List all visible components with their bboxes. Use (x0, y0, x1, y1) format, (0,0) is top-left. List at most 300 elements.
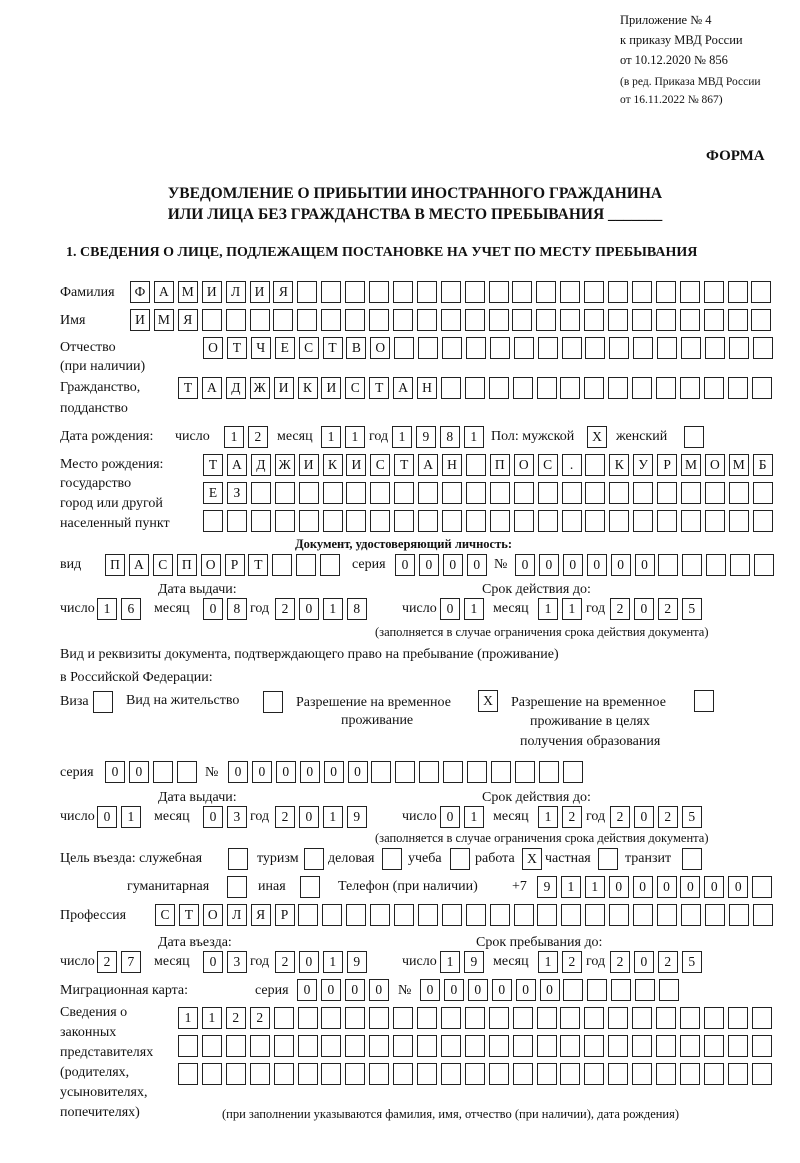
purpose-other-checkbox[interactable] (300, 876, 324, 898)
char-cell[interactable] (490, 904, 510, 926)
migration-number-field[interactable] (420, 979, 683, 1001)
char-cell[interactable]: Т (203, 454, 223, 476)
char-cell[interactable] (263, 691, 283, 713)
char-cell[interactable]: 5 (682, 806, 702, 828)
residence-number-field[interactable] (228, 761, 587, 783)
char-cell[interactable] (680, 309, 700, 331)
char-cell[interactable] (466, 510, 486, 532)
char-cell[interactable] (202, 309, 222, 331)
char-cell[interactable] (682, 554, 702, 576)
char-cell[interactable] (442, 337, 462, 359)
char-cell[interactable] (563, 979, 583, 1001)
char-cell[interactable] (345, 309, 365, 331)
profession-field[interactable] (155, 904, 776, 926)
char-cell[interactable]: П (177, 554, 197, 576)
char-cell[interactable] (466, 482, 486, 504)
char-cell[interactable]: 5 (682, 951, 702, 973)
char-cell[interactable] (321, 1063, 341, 1085)
char-cell[interactable]: 0 (420, 979, 440, 1001)
char-cell[interactable] (465, 1035, 485, 1057)
char-cell[interactable] (752, 876, 772, 898)
char-cell[interactable] (345, 1063, 365, 1085)
char-cell[interactable]: 5 (682, 598, 702, 620)
entry-year[interactable] (275, 951, 371, 973)
char-cell[interactable] (659, 979, 679, 1001)
char-cell[interactable] (752, 1007, 772, 1029)
id-issue-day[interactable] (97, 598, 145, 620)
char-cell[interactable] (275, 482, 295, 504)
char-cell[interactable] (729, 482, 749, 504)
char-cell[interactable]: 0 (728, 876, 748, 898)
char-cell[interactable] (274, 1035, 294, 1057)
char-cell[interactable] (704, 281, 724, 303)
char-cell[interactable] (729, 337, 749, 359)
char-cell[interactable]: 1 (538, 806, 558, 828)
char-cell[interactable] (608, 1063, 628, 1085)
char-cell[interactable]: 1 (464, 806, 484, 828)
char-cell[interactable]: 0 (587, 554, 607, 576)
char-cell[interactable]: 1 (538, 951, 558, 973)
stay-day[interactable] (440, 951, 488, 973)
char-cell[interactable]: 0 (516, 979, 536, 1001)
name-field[interactable] (130, 309, 775, 331)
char-cell[interactable]: С (538, 454, 558, 476)
char-cell[interactable] (382, 848, 402, 870)
char-cell[interactable]: О (203, 337, 223, 359)
char-cell[interactable]: 2 (275, 951, 295, 973)
res-valid-year[interactable] (610, 806, 706, 828)
id-valid-day[interactable] (440, 598, 488, 620)
char-cell[interactable] (560, 281, 580, 303)
char-cell[interactable] (609, 510, 629, 532)
char-cell[interactable]: 0 (345, 979, 365, 1001)
char-cell[interactable]: 9 (347, 806, 367, 828)
char-cell[interactable]: 8 (227, 598, 247, 620)
char-cell[interactable] (442, 482, 462, 504)
char-cell[interactable] (418, 904, 438, 926)
char-cell[interactable]: П (490, 454, 510, 476)
char-cell[interactable] (560, 309, 580, 331)
char-cell[interactable] (681, 482, 701, 504)
char-cell[interactable]: 0 (468, 979, 488, 1001)
char-cell[interactable] (369, 1035, 389, 1057)
char-cell[interactable] (585, 482, 605, 504)
char-cell[interactable] (632, 377, 652, 399)
char-cell[interactable]: Ф (130, 281, 150, 303)
char-cell[interactable] (538, 482, 558, 504)
char-cell[interactable] (274, 1007, 294, 1029)
char-cell[interactable] (178, 1035, 198, 1057)
char-cell[interactable] (537, 1035, 557, 1057)
char-cell[interactable]: Ж (250, 377, 270, 399)
char-cell[interactable] (680, 1063, 700, 1085)
char-cell[interactable] (563, 761, 583, 783)
id-number-field[interactable] (515, 554, 778, 576)
char-cell[interactable] (704, 1007, 724, 1029)
char-cell[interactable] (442, 904, 462, 926)
char-cell[interactable]: А (154, 281, 174, 303)
char-cell[interactable] (226, 1035, 246, 1057)
purpose-work-checkbox[interactable] (522, 848, 546, 870)
char-cell[interactable]: С (299, 337, 319, 359)
char-cell[interactable]: 0 (467, 554, 487, 576)
char-cell[interactable] (321, 309, 341, 331)
char-cell[interactable]: Н (442, 454, 462, 476)
char-cell[interactable] (466, 337, 486, 359)
char-cell[interactable] (537, 377, 557, 399)
char-cell[interactable]: Я (251, 904, 271, 926)
char-cell[interactable] (752, 377, 772, 399)
char-cell[interactable] (754, 554, 774, 576)
char-cell[interactable]: Ж (275, 454, 295, 476)
char-cell[interactable] (369, 281, 389, 303)
char-cell[interactable]: О (201, 554, 221, 576)
char-cell[interactable]: 2 (275, 806, 295, 828)
char-cell[interactable]: 0 (299, 598, 319, 620)
res-issue-year[interactable] (275, 806, 371, 828)
purpose-humanitarian-checkbox[interactable] (227, 876, 251, 898)
char-cell[interactable]: Р (225, 554, 245, 576)
char-cell[interactable]: 1 (323, 951, 343, 973)
char-cell[interactable] (751, 281, 771, 303)
representatives-field[interactable] (178, 1035, 776, 1057)
char-cell[interactable]: С (370, 454, 390, 476)
char-cell[interactable]: 0 (440, 598, 460, 620)
char-cell[interactable] (728, 377, 748, 399)
char-cell[interactable]: 3 (227, 951, 247, 973)
char-cell[interactable] (299, 482, 319, 504)
char-cell[interactable] (442, 510, 462, 532)
char-cell[interactable] (560, 1007, 580, 1029)
char-cell[interactable] (393, 1007, 413, 1029)
char-cell[interactable] (704, 309, 724, 331)
char-cell[interactable] (465, 281, 485, 303)
surname-field[interactable] (130, 281, 775, 303)
char-cell[interactable]: X (478, 690, 498, 712)
char-cell[interactable]: Я (178, 309, 198, 331)
char-cell[interactable]: 0 (300, 761, 320, 783)
char-cell[interactable] (394, 510, 414, 532)
char-cell[interactable]: Е (275, 337, 295, 359)
char-cell[interactable] (562, 510, 582, 532)
char-cell[interactable] (537, 904, 557, 926)
char-cell[interactable] (418, 482, 438, 504)
char-cell[interactable] (704, 377, 724, 399)
char-cell[interactable] (632, 1063, 652, 1085)
char-cell[interactable] (491, 761, 511, 783)
char-cell[interactable] (584, 281, 604, 303)
char-cell[interactable] (538, 337, 558, 359)
char-cell[interactable]: 2 (275, 598, 295, 620)
char-cell[interactable]: 2 (562, 951, 582, 973)
char-cell[interactable] (584, 1035, 604, 1057)
char-cell[interactable]: И (250, 281, 270, 303)
purpose-transit-checkbox[interactable] (682, 848, 706, 870)
char-cell[interactable] (346, 482, 366, 504)
char-cell[interactable]: 1 (392, 426, 412, 448)
char-cell[interactable] (656, 281, 676, 303)
char-cell[interactable] (513, 1063, 533, 1085)
char-cell[interactable] (346, 510, 366, 532)
char-cell[interactable] (753, 510, 773, 532)
char-cell[interactable] (704, 1035, 724, 1057)
char-cell[interactable]: 2 (610, 598, 630, 620)
char-cell[interactable] (587, 979, 607, 1001)
char-cell[interactable]: З (227, 482, 247, 504)
char-cell[interactable] (417, 281, 437, 303)
temp-permit-checkbox[interactable] (478, 690, 502, 712)
char-cell[interactable] (304, 848, 324, 870)
char-cell[interactable]: 0 (635, 554, 655, 576)
id-issue-month[interactable] (203, 598, 251, 620)
char-cell[interactable] (345, 1007, 365, 1029)
char-cell[interactable]: 0 (299, 806, 319, 828)
char-cell[interactable] (394, 337, 414, 359)
char-cell[interactable] (272, 554, 292, 576)
char-cell[interactable] (489, 377, 509, 399)
char-cell[interactable]: 1 (97, 598, 117, 620)
stay-month[interactable] (538, 951, 586, 973)
char-cell[interactable]: 1 (202, 1007, 222, 1029)
purpose-business-checkbox[interactable] (382, 848, 406, 870)
char-cell[interactable] (632, 1007, 652, 1029)
char-cell[interactable] (299, 510, 319, 532)
char-cell[interactable] (296, 554, 316, 576)
char-cell[interactable]: 9 (464, 951, 484, 973)
char-cell[interactable]: 9 (537, 876, 557, 898)
char-cell[interactable] (441, 309, 461, 331)
char-cell[interactable] (657, 904, 677, 926)
char-cell[interactable] (538, 510, 558, 532)
char-cell[interactable]: 0 (680, 876, 700, 898)
purpose-private-checkbox[interactable] (598, 848, 622, 870)
id-valid-year[interactable] (610, 598, 706, 620)
char-cell[interactable] (369, 1007, 389, 1029)
char-cell[interactable] (680, 1007, 700, 1029)
char-cell[interactable]: 1 (464, 426, 484, 448)
char-cell[interactable] (512, 281, 532, 303)
char-cell[interactable] (656, 1063, 676, 1085)
char-cell[interactable] (608, 309, 628, 331)
char-cell[interactable]: М (154, 309, 174, 331)
char-cell[interactable]: 0 (611, 554, 631, 576)
char-cell[interactable] (202, 1063, 222, 1085)
char-cell[interactable] (537, 1007, 557, 1029)
char-cell[interactable] (694, 690, 714, 712)
char-cell[interactable]: 2 (250, 1007, 270, 1029)
char-cell[interactable] (370, 904, 390, 926)
char-cell[interactable] (584, 309, 604, 331)
char-cell[interactable] (539, 761, 559, 783)
char-cell[interactable] (251, 482, 271, 504)
char-cell[interactable] (321, 281, 341, 303)
char-cell[interactable]: А (418, 454, 438, 476)
char-cell[interactable] (514, 482, 534, 504)
char-cell[interactable] (728, 1063, 748, 1085)
char-cell[interactable]: Е (203, 482, 223, 504)
char-cell[interactable] (514, 904, 534, 926)
char-cell[interactable]: 1 (323, 806, 343, 828)
char-cell[interactable] (608, 1035, 628, 1057)
char-cell[interactable] (369, 309, 389, 331)
char-cell[interactable]: Л (226, 281, 246, 303)
char-cell[interactable] (608, 1007, 628, 1029)
char-cell[interactable]: 2 (658, 951, 678, 973)
migration-series-field[interactable] (297, 979, 393, 1001)
char-cell[interactable]: 0 (563, 554, 583, 576)
char-cell[interactable] (227, 876, 247, 898)
citizenship-field[interactable] (178, 377, 776, 399)
char-cell[interactable] (489, 1063, 509, 1085)
char-cell[interactable] (371, 761, 391, 783)
res-issue-month[interactable] (203, 806, 251, 828)
char-cell[interactable] (250, 1035, 270, 1057)
temp-edu-checkbox[interactable] (694, 690, 718, 712)
birthplace-field[interactable] (203, 510, 777, 532)
char-cell[interactable]: 1 (562, 598, 582, 620)
char-cell[interactable]: П (105, 554, 125, 576)
char-cell[interactable] (680, 377, 700, 399)
char-cell[interactable] (466, 454, 486, 476)
char-cell[interactable] (632, 309, 652, 331)
char-cell[interactable]: 0 (97, 806, 117, 828)
char-cell[interactable] (706, 554, 726, 576)
char-cell[interactable]: Л (227, 904, 247, 926)
char-cell[interactable]: 1 (345, 426, 365, 448)
char-cell[interactable]: А (202, 377, 222, 399)
char-cell[interactable]: 2 (610, 806, 630, 828)
char-cell[interactable]: Ч (251, 337, 271, 359)
char-cell[interactable]: 0 (634, 806, 654, 828)
char-cell[interactable] (585, 510, 605, 532)
char-cell[interactable] (417, 1063, 437, 1085)
char-cell[interactable]: К (609, 454, 629, 476)
char-cell[interactable] (680, 281, 700, 303)
char-cell[interactable]: Т (178, 377, 198, 399)
char-cell[interactable] (298, 1063, 318, 1085)
char-cell[interactable] (226, 1063, 246, 1085)
char-cell[interactable]: Т (179, 904, 199, 926)
char-cell[interactable] (704, 1063, 724, 1085)
char-cell[interactable] (273, 309, 293, 331)
char-cell[interactable]: 0 (203, 806, 223, 828)
char-cell[interactable]: 0 (444, 979, 464, 1001)
char-cell[interactable]: 0 (633, 876, 653, 898)
char-cell[interactable] (656, 1007, 676, 1029)
char-cell[interactable]: 9 (347, 951, 367, 973)
char-cell[interactable] (705, 510, 725, 532)
id-series-field[interactable] (395, 554, 491, 576)
char-cell[interactable]: 0 (105, 761, 125, 783)
char-cell[interactable] (515, 761, 535, 783)
char-cell[interactable]: 0 (609, 876, 629, 898)
char-cell[interactable] (753, 482, 773, 504)
char-cell[interactable] (681, 510, 701, 532)
char-cell[interactable]: Т (227, 337, 247, 359)
char-cell[interactable]: О (705, 454, 725, 476)
char-cell[interactable]: К (323, 454, 343, 476)
char-cell[interactable]: 0 (203, 951, 223, 973)
birthplace-field[interactable] (203, 482, 777, 504)
purpose-tourism-checkbox[interactable] (304, 848, 328, 870)
char-cell[interactable]: 0 (203, 598, 223, 620)
char-cell[interactable]: О (370, 337, 390, 359)
char-cell[interactable] (394, 482, 414, 504)
char-cell[interactable]: 0 (395, 554, 415, 576)
char-cell[interactable] (345, 281, 365, 303)
char-cell[interactable] (393, 281, 413, 303)
char-cell[interactable] (728, 309, 748, 331)
char-cell[interactable] (608, 281, 628, 303)
char-cell[interactable]: 2 (658, 598, 678, 620)
birthplace-field[interactable] (203, 454, 777, 476)
char-cell[interactable]: В (346, 337, 366, 359)
char-cell[interactable] (490, 482, 510, 504)
visa-checkbox[interactable] (93, 691, 117, 713)
char-cell[interactable] (489, 1007, 509, 1029)
char-cell[interactable] (417, 1007, 437, 1029)
char-cell[interactable]: 0 (276, 761, 296, 783)
id-kind-field[interactable] (105, 554, 344, 576)
char-cell[interactable] (321, 1007, 341, 1029)
char-cell[interactable]: 0 (657, 876, 677, 898)
char-cell[interactable] (513, 377, 533, 399)
char-cell[interactable]: 7 (121, 951, 141, 973)
char-cell[interactable] (632, 1035, 652, 1057)
char-cell[interactable] (753, 337, 773, 359)
char-cell[interactable] (441, 377, 461, 399)
char-cell[interactable] (536, 281, 556, 303)
entry-day[interactable] (97, 951, 145, 973)
char-cell[interactable] (536, 309, 556, 331)
char-cell[interactable] (728, 1007, 748, 1029)
char-cell[interactable]: 0 (419, 554, 439, 576)
char-cell[interactable] (682, 848, 702, 870)
char-cell[interactable] (489, 281, 509, 303)
char-cell[interactable] (417, 309, 437, 331)
char-cell[interactable] (513, 1035, 533, 1057)
char-cell[interactable] (608, 377, 628, 399)
char-cell[interactable]: Д (226, 377, 246, 399)
char-cell[interactable] (584, 1063, 604, 1085)
char-cell[interactable] (598, 848, 618, 870)
char-cell[interactable] (633, 337, 653, 359)
char-cell[interactable] (537, 1063, 557, 1085)
char-cell[interactable]: Я (273, 281, 293, 303)
char-cell[interactable]: 1 (538, 598, 558, 620)
char-cell[interactable]: 1 (323, 598, 343, 620)
char-cell[interactable] (562, 337, 582, 359)
char-cell[interactable]: Д (251, 454, 271, 476)
char-cell[interactable] (443, 761, 463, 783)
char-cell[interactable] (393, 1035, 413, 1057)
char-cell[interactable]: Б (753, 454, 773, 476)
char-cell[interactable] (251, 510, 271, 532)
char-cell[interactable]: О (514, 454, 534, 476)
char-cell[interactable]: 0 (129, 761, 149, 783)
char-cell[interactable] (465, 1063, 485, 1085)
char-cell[interactable]: X (522, 848, 542, 870)
char-cell[interactable]: 0 (297, 979, 317, 1001)
char-cell[interactable]: 0 (539, 554, 559, 576)
char-cell[interactable] (609, 337, 629, 359)
char-cell[interactable]: 0 (321, 979, 341, 1001)
char-cell[interactable] (611, 979, 631, 1001)
char-cell[interactable] (178, 1063, 198, 1085)
char-cell[interactable]: 2 (658, 806, 678, 828)
char-cell[interactable]: И (130, 309, 150, 331)
char-cell[interactable] (300, 876, 320, 898)
